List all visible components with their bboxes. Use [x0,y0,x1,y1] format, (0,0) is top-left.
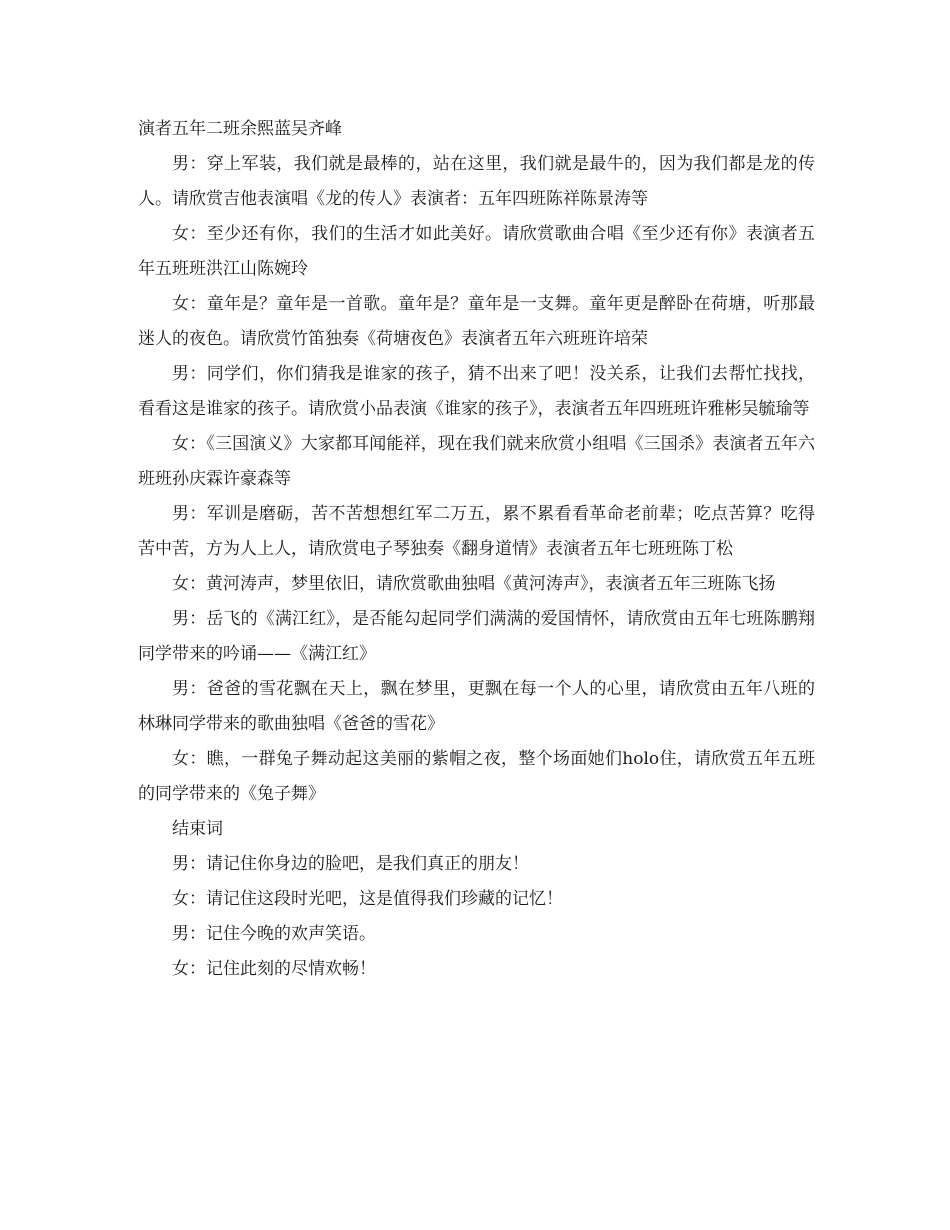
paragraph-closing-4: 女：记住此刻的尽情欢畅！ [172,959,376,979]
paragraph-at-least-you: 女：至少还有你，我们的生活才如此美好。请欣赏歌曲合唱《至少还有你》表演者五年五班班洪江山陈婉玲 [138,224,815,279]
paragraph-yellow-river: 女：黄河涛声，梦里依旧，请欣赏歌曲独唱《黄河涛声》，表演者五年三班陈飞扬 [172,574,776,594]
document-page [138,112,815,987]
paragraph-man-jiang-hong: 男：岳飞的《满江红》，是否能勾起同学们满满的爱国情怀，请欣赏由五年七班陈鹏翔同学带来的吟诵——《满江红》 [138,609,815,664]
paragraph-fathers-snowflake: 男：爸爸的雪花飘在天上，飘在梦里，更飘在每一个人的心里，请欣赏由五年八班的林琳同学带来的歌曲独唱《爸爸的雪花》 [138,679,815,734]
paragraph-three-kingdoms: 女：《三国演义》大家都耳闻能祥，现在我们就来欣赏小组唱《三国杀》表演者五年六班班孙庆霖许豪森等 [138,434,815,489]
paragraph-closing-1: 男：请记住你身边的脸吧，是我们真正的朋友！ [172,854,529,874]
paragraph-military-training: 男：军训是磨砺，苦不苦想想红军二万五，累不累看看革命老前辈；吃点苦算？吃得苦中苦，方为人上人，请欣赏电子琴独奏《翻身道情》表演者五年七班班陈丁松 [138,504,815,559]
paragraph-lotus-pond: 女：童年是？童年是一首歌。童年是？童年是一支舞。童年更是醉卧在荷塘，听那最迷人的夜色。请欣赏竹笛独奏《荷塘夜色》表演者五年六班班许培荣 [138,294,815,349]
paragraph-performer-continuation: 演者五年二班余熙蓝吴齐峰 [138,119,342,139]
paragraph-bunny-dance: 女：瞧，一群兔子舞动起这美丽的紫帽之夜，整个场面她们holo住，请欣赏五年五班的同学带来的《兔子舞》 [138,749,815,804]
paragraph-closing-3: 男：记住今晚的欢声笑语。 [172,924,376,944]
paragraph-dragon-descendants: 男：穿上军装，我们就是最棒的，站在这里，我们就是最牛的，因为我们都是龙的传人。请欣赏吉他表演唱《龙的传人》表演者：五年四班陈祥陈景涛等 [138,154,815,209]
paragraph-closing-2: 女：请记住这段时光吧，这是值得我们珍藏的记忆！ [172,889,563,909]
heading-closing-remarks: 结束词 [172,819,223,839]
paragraph-whose-child: 男：同学们，你们猜我是谁家的孩子，猜不出来了吧！没关系，让我们去帮忙找找，看看这是谁家的孩子。请欣赏小品表演《谁家的孩子》，表演者五年四班班许雅彬吴毓瑜等 [138,364,815,419]
